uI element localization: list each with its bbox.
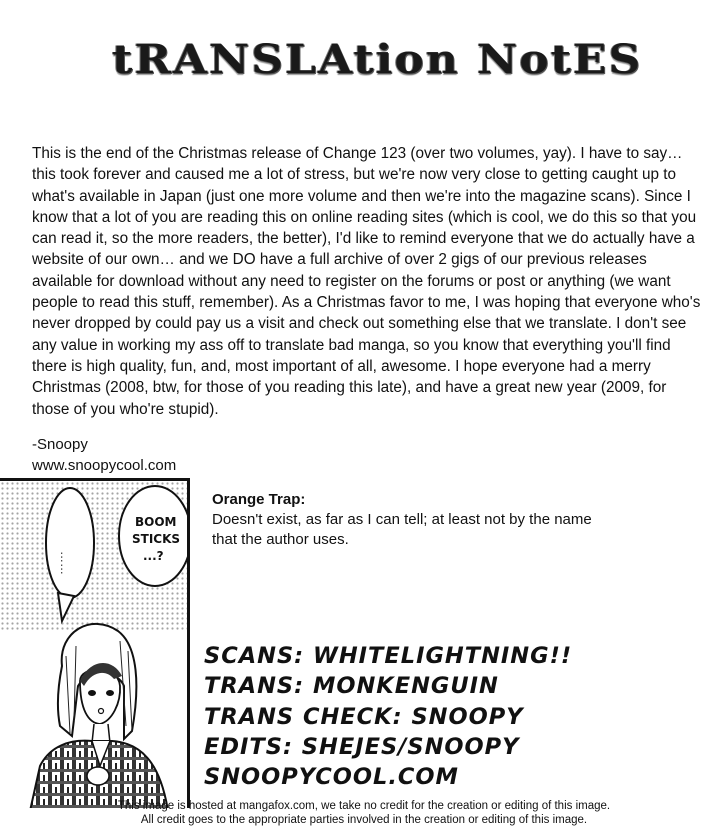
speech-bubble-right (119, 486, 190, 586)
page-title: tRANSLAtion NotES (112, 36, 643, 84)
credit-trans-check: TRANS CHECK: SNOOPY (204, 703, 524, 730)
credits-block (204, 641, 684, 792)
disclaimer-line-1: This image is hosted at mangafox.com, we take no credit for the creation or editing of this image. (117, 800, 611, 812)
bubble-right-line1: BOOM (135, 515, 177, 529)
bubble-right-line2: STICKS (132, 532, 181, 546)
hosting-disclaimer (0, 799, 728, 827)
notes-body: This is the end of the Christmas release of Change 123 (over two volumes, yay). I have to say… this took forever and caused me a lot of stress, but we're now very close to getting caught up to what's available in Japan (just one more volume and then we're into the magazine scans). Since I know that a lot of you are reading this on online reading sites (which is cool, we do this so that you can read it, so the more readers, the better), I'd like to remind everyone that we do actually have a website of our own… and we DO have a full archive of over 2 gigs of our previous releases available for download without any need to register on the forums or post or anything (we want people to read this stuff, remember). As a Christmas favor to me, I was hoping that everyone who's never dropped by could pay us a visit and check out something else that we translate. I don't see any value in working my ass off to translate bad manga, so you know that everything you'll find there is high quality, fun, and, most important of all, awesome. I hope everyone had a merry Christmas (2008, btw, for those of you reading this late), and have a great new year (2009, for those of you who're stupid). (32, 145, 701, 418)
disclaimer-line-2: All credit goes to the appropriate parties involved in the creation or editing of this image. (140, 814, 588, 826)
credit-scans: SCANS: WHITELIGHTNING!! (204, 643, 573, 669)
bubble-left-text: …… (58, 551, 72, 575)
orange-trap-heading: Orange Trap: (212, 491, 306, 508)
signature (32, 434, 176, 476)
credit-edits: EDITS: SHEJES/SNOOPY (204, 733, 520, 760)
credit-trans: TRANS: MONKENGUIN (204, 673, 499, 700)
signature-website: www.snoopycool.com (32, 457, 177, 474)
credit-site: SNOOPYCOOL.COM (204, 764, 459, 791)
bubble-right-line3: ...? (143, 549, 164, 563)
signature-name: -Snoopy (32, 436, 88, 453)
orange-trap-text: Doesn't exist, as far as I can tell; at least not by the name that the author uses. (212, 511, 592, 548)
manga-panel-illustration (0, 478, 190, 808)
manga-panel-art (0, 481, 190, 808)
